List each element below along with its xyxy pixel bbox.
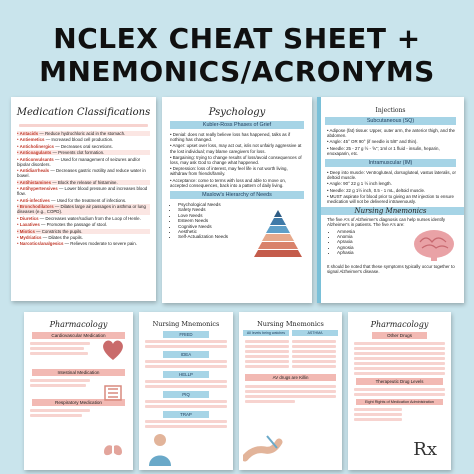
nursing-mnemonics-header-2: Nursing Mnemonics xyxy=(257,320,324,328)
medication-term: • Antihypertensives xyxy=(17,186,58,192)
medication-term: • Anticonvulsants xyxy=(17,156,54,162)
pharmacology-header-2: Pharmacology xyxy=(370,320,429,329)
maslow-need-item: • Esteem Needs xyxy=(178,218,228,223)
mnemonic-sections xyxy=(139,331,233,428)
medication-item xyxy=(17,131,150,136)
av-drugs-band: AV drugs are Killin xyxy=(245,374,336,381)
text-line xyxy=(145,425,227,428)
text-line xyxy=(292,365,336,368)
medication-term: • Narcotics/analgesics xyxy=(17,241,64,247)
medication-item xyxy=(17,137,150,142)
medication-item xyxy=(17,150,150,155)
intestinal-band: Intestinal Medication xyxy=(32,369,125,376)
medication-desc: — Used for management of seizures and/or bipolar disorders. xyxy=(17,156,141,167)
sheet-side-stripe xyxy=(317,97,321,303)
medication-list xyxy=(11,131,156,246)
maslow-need-item: • Psychological Needs xyxy=(178,202,228,207)
medication-term: • Miotics xyxy=(17,228,35,234)
text-line xyxy=(292,350,336,353)
heart-icon xyxy=(99,338,127,362)
medication-item xyxy=(17,235,150,240)
other-drugs-band: Other Drugs xyxy=(372,332,427,339)
pharmacology-sheet-1 xyxy=(24,312,133,470)
arm-injection-icon xyxy=(243,428,283,466)
maslow-need-item: • Cognitive Needs xyxy=(178,224,228,229)
grief-phase-item: • Bargaining: trying to change results of loss/avoid consequences of loss, may ask God to change what happened. xyxy=(170,154,302,166)
text-line xyxy=(245,350,289,353)
kubler-ross-list xyxy=(162,132,312,188)
medication-term: • Anticoagulants xyxy=(17,150,52,156)
medication-desc: — Used for the treatment of infections. xyxy=(49,197,127,203)
text-line xyxy=(145,380,227,383)
alzheimers-a-item: • Anomia xyxy=(337,234,355,239)
kubler-ross-band: Kubler-Ross Phases of Grief xyxy=(170,121,304,129)
alzheimers-intro: The five A's of Alzheimer's diagnosis can help nurses identify Alzheimer's in patients. The five A's are: xyxy=(327,217,446,228)
therapeutic-drug-levels-band: Therapeutic Drug Levels xyxy=(356,378,443,385)
nursing-mnemonics-header: Nursing Mnemonics xyxy=(317,207,464,215)
medication-item xyxy=(17,157,150,167)
medication-term: • Antacids xyxy=(17,131,39,136)
text-line xyxy=(245,355,289,358)
text-line xyxy=(145,420,227,423)
mnemonic-label: PIQ xyxy=(163,391,209,398)
text-line xyxy=(245,340,289,343)
medication-item xyxy=(17,186,150,196)
nursing-mnemonics-header-1: Nursing Mnemonics xyxy=(152,320,220,328)
medication-desc: — Prevents clot formation. xyxy=(51,150,105,156)
page-title-line-1: NCLEX CHEAT SHEET + xyxy=(53,22,421,55)
medication-term: • Antihistamines xyxy=(17,179,52,185)
text-line xyxy=(245,395,336,398)
medication-classifications-header: Medication Classifications xyxy=(16,107,151,118)
medication-desc: — Decreases water/sodium from the Loop of Henle. xyxy=(38,215,141,221)
psychology-header: Psychology xyxy=(208,107,266,118)
text-line xyxy=(354,413,402,416)
text-line xyxy=(245,360,289,363)
alzheimers-a-item: • Amnesia xyxy=(337,229,355,234)
text-line xyxy=(145,360,227,363)
grief-phase-item: • Anger: upset over loss, may act out, is/is not unfairly aggressive at the lost individual; may blame caregivers for loss. xyxy=(170,143,302,154)
mnemonic-label: TRAP xyxy=(163,411,209,418)
text-line xyxy=(145,340,227,343)
medication-desc: — Reduce hydrochloric acid in the stomach. xyxy=(38,131,126,136)
im-item: • Deep into muscle: Ventrogluteal, dorsogluteal, vastus lateralis, or deltoid muscle. xyxy=(327,170,456,181)
pharmacology-header-1: Pharmacology xyxy=(49,320,108,329)
medication-term: • Antidiarrheals xyxy=(17,168,50,174)
text-line xyxy=(354,367,445,370)
im-item: • MUST aspirate for blood prior to giving an IM injection to ensure medication will not be delivered intravenously. xyxy=(327,193,454,205)
text-line xyxy=(245,400,295,403)
header-divider xyxy=(19,124,148,127)
medication-desc: — Dilates the pupils. xyxy=(41,234,83,240)
maslow-pyramid-icon xyxy=(252,208,304,260)
medication-desc: — Increased blood cell production. xyxy=(44,137,114,143)
text-line xyxy=(245,365,289,368)
alzheimers-a-item: • Agnosia xyxy=(337,245,355,250)
medication-item xyxy=(17,241,150,246)
medication-item xyxy=(17,222,150,227)
pharmacology-sheet-2 xyxy=(348,312,451,470)
text-line xyxy=(292,340,336,343)
medication-desc: — Dilates large air passages in asthma or lung diseases (e.g., COPD). xyxy=(17,204,146,215)
text-line xyxy=(30,342,90,345)
asthma-band: ASTHMA xyxy=(292,330,338,336)
text-line xyxy=(145,400,227,403)
text-line xyxy=(292,355,336,358)
cardiovascular-band: Cardiovascular Medication xyxy=(32,332,125,339)
sq-item: • Needle: 25 - 27 g ½ - ⅝"; 1ml or 1 fluid - insulin, heparin, enoxaparin, etc. xyxy=(327,145,440,156)
text-line xyxy=(292,345,336,348)
medication-item xyxy=(17,144,150,149)
text-line xyxy=(354,393,445,396)
text-line xyxy=(30,384,86,387)
alzheimers-a-item: • Aphasia xyxy=(337,250,355,255)
lungs-icon xyxy=(101,436,125,458)
brain-icon xyxy=(412,228,456,262)
text-line xyxy=(30,409,90,412)
text-line xyxy=(245,385,336,388)
medication-desc: — Constricts the pupils. xyxy=(34,228,83,234)
mnemonic-label: IDEA xyxy=(163,351,209,358)
text-line xyxy=(354,408,402,411)
medication-item xyxy=(17,180,150,185)
intramuscular-band: Intramuscular (IM) xyxy=(325,159,456,167)
medication-term: • Diuretics xyxy=(17,215,39,221)
nurse-figure-icon xyxy=(145,432,175,466)
grief-phase-item: • Depression: loss of interest, may feel life is not worth living, withdraw from friends/family. xyxy=(170,166,288,177)
text-line xyxy=(145,345,227,348)
nursing-mnemonics-sheet-2 xyxy=(239,312,342,470)
medication-desc: — Promotes the passage of stool. xyxy=(39,222,108,228)
injections-sheet xyxy=(317,97,464,303)
medication-term: • Laxatives xyxy=(17,222,40,228)
text-line xyxy=(245,390,336,393)
maslow-list xyxy=(168,202,228,240)
medication-item xyxy=(17,229,150,234)
text-line xyxy=(354,362,445,365)
medication-desc: — Decreases gastric motility and reduce water in bowel. xyxy=(17,168,146,179)
text-line xyxy=(354,418,402,421)
injections-header: Injections xyxy=(375,107,406,114)
text-line xyxy=(145,365,227,368)
text-line xyxy=(145,385,227,388)
nursing-mnemonics-sheet-1 xyxy=(139,312,233,470)
respiratory-band: Respiratory Medication xyxy=(32,399,125,406)
text-line xyxy=(30,414,82,417)
medication-item xyxy=(17,216,150,221)
maslow-need-item: • Aesthetic xyxy=(178,229,228,234)
text-line xyxy=(354,342,445,345)
mnemonic-label: FRIED xyxy=(163,331,209,338)
grief-phase-item: • Denial: does not really believe loss has happened, talks as if nothing has changed. xyxy=(170,132,291,143)
medication-desc: — Block the release of histamine. xyxy=(51,179,118,185)
medication-term: • Mydriatics xyxy=(17,234,42,240)
all-levels-band: All levels being watches xyxy=(243,330,289,336)
text-line xyxy=(354,357,445,360)
grief-phase-item: • Acceptance: come to terms with loss and able to move on, accepted consequences, back into a pattern of daily living. xyxy=(170,177,286,188)
text-line xyxy=(354,372,445,375)
psychology-sheet xyxy=(162,97,312,303)
maslow-need-item: • Safety Needs xyxy=(178,207,228,212)
medication-item xyxy=(17,204,150,214)
eight-rights-band: Eight Rights of Medication Administration xyxy=(356,399,443,405)
medication-term: • Anticholinergics xyxy=(17,143,54,149)
medication-item xyxy=(17,198,150,203)
alzheimers-a-item: • Apraxia xyxy=(337,239,355,244)
mnemonic-label: HELLP xyxy=(163,371,209,378)
text-line xyxy=(292,360,336,363)
text-line xyxy=(354,352,445,355)
page-title-line-2: MNEMONICS/ACRONYMS xyxy=(39,55,435,88)
intramuscular-list xyxy=(317,170,464,204)
sq-item: • Adipose (fat) tissue: Upper, outer arm, the anterior thigh, and the abdomen. xyxy=(327,128,455,139)
text-line xyxy=(354,347,445,350)
maslow-need-item: • Love Needs xyxy=(178,213,228,218)
intestine-icon xyxy=(101,382,125,404)
text-line xyxy=(30,352,88,355)
subcutaneous-band: Subcutaneous (SQ) xyxy=(325,117,456,125)
medication-desc: — Lower blood pressure and increases blood flow. xyxy=(17,186,148,197)
sq-item: • Angle: 45° OR 90° (if needle is 5/8" and thin). xyxy=(327,139,418,145)
text-line xyxy=(354,388,445,391)
alzheimers-list xyxy=(327,229,355,256)
medication-term: • Bronchodilators xyxy=(17,204,54,210)
medication-term: • Anti-infectives xyxy=(17,197,50,203)
im-item: • Needle: 22 g 1½ inch, 0.5 - 1 mL, deltoid muscle. xyxy=(327,187,426,193)
alzheimers-outro: It should be noted that these symptoms typically occur together to signal Alzheimer's disease. xyxy=(327,263,455,274)
medication-desc: — Decreases oral secretions. xyxy=(54,143,113,149)
medication-item xyxy=(17,168,150,178)
maslow-band: Maslow's Hierarchy of Needs xyxy=(170,191,304,199)
text-line xyxy=(30,347,84,350)
medication-term: • Antiemetics xyxy=(17,137,45,143)
im-item: • Angle: 90° 22 g 1 ½ inch length. xyxy=(327,181,392,187)
text-line xyxy=(30,379,90,382)
medication-classifications-sheet xyxy=(11,97,156,301)
medication-desc: — Relieves moderate to severe pain. xyxy=(63,241,137,247)
rx-symbol-icon: Rx xyxy=(413,439,437,460)
text-line xyxy=(245,345,289,348)
subcutaneous-list xyxy=(317,128,464,156)
text-line xyxy=(145,405,227,408)
maslow-need-item: • Self-Actualization Needs xyxy=(178,234,228,239)
